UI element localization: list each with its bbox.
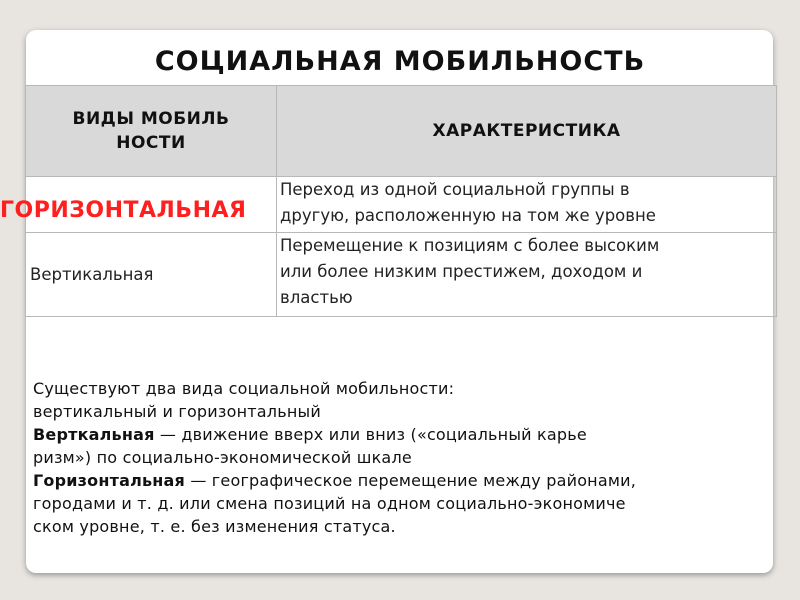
table-row	[26, 233, 777, 317]
cell-type-vertical: Вертикальная	[26, 233, 277, 317]
explanation-paragraph	[33, 377, 773, 538]
desc-line: другую, расположенную на том же уровне	[280, 206, 656, 225]
definition-text: — движение вверх или вниз («социальный карье	[154, 425, 587, 444]
term-horizontal: Горизонтальная	[33, 471, 186, 490]
horizontal-label: ГОРИЗОНТАЛЬНАЯ	[0, 198, 247, 223]
cell-desc-vertical	[277, 233, 777, 317]
table-header-row	[26, 86, 777, 177]
term-vertical: Верткальная	[33, 425, 155, 444]
para-line: ризм») по социально-экономической шкале	[33, 448, 412, 467]
para-line	[33, 469, 773, 492]
header-types-line2: НОСТИ	[116, 133, 186, 153]
desc-line: властью	[280, 288, 353, 307]
desc-line: Переход из одной социальной группы в	[280, 180, 630, 199]
desc-line: или более низким престижем, доходом и	[280, 262, 643, 281]
header-types-line1: ВИДЫ МОБИЛЬ	[72, 109, 230, 129]
para-line: Существуют два вида социальной мобильности:	[33, 379, 455, 398]
desc-line: Перемещение к позициям с более высоким	[280, 236, 660, 255]
para-line	[33, 423, 773, 446]
para-line: вертикальный и горизонтальный	[33, 402, 321, 421]
page-title: СОЦИАЛЬНАЯ МОБИЛЬНОСТЬ	[154, 46, 646, 77]
header-characteristic: ХАРАКТЕРИСТИКА	[277, 86, 777, 177]
para-line: городами и т. д. или смена позиций на одном социально-экономиче	[33, 494, 626, 513]
definition-text: — географическое перемещение между районами,	[185, 471, 636, 490]
para-line: ском уровне, т. е. без изменения статуса.	[33, 517, 396, 536]
cell-desc-horizontal	[277, 177, 777, 233]
header-types	[26, 86, 277, 177]
